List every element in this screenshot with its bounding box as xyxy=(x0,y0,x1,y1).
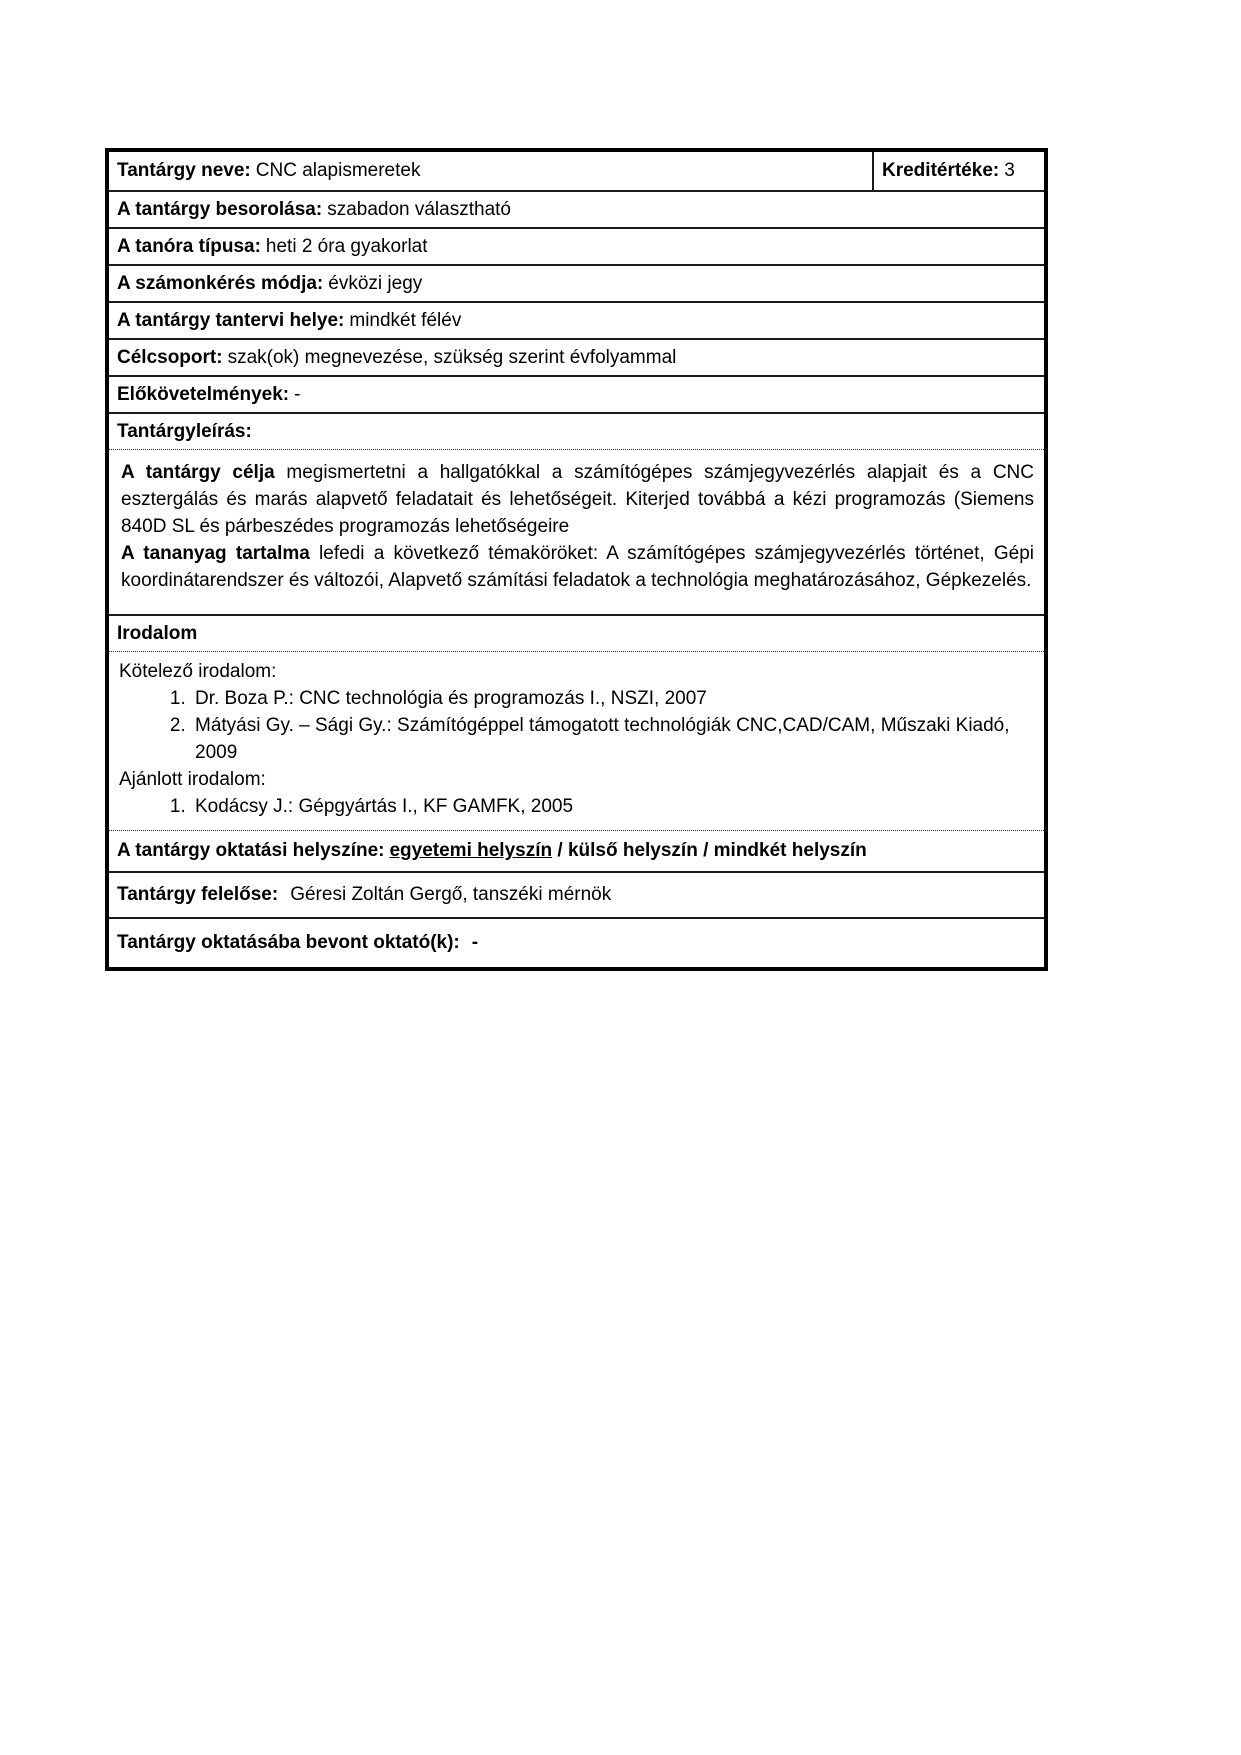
course-name-label: Tantárgy neve: xyxy=(117,160,251,181)
credit-cell xyxy=(872,152,1044,190)
course-name-cell xyxy=(109,152,872,190)
involved-instructors-value: - xyxy=(471,932,479,953)
curriculum-place-row xyxy=(109,301,1044,338)
course-description-table xyxy=(105,148,1048,971)
required-literature-label: Kötelező irodalom: xyxy=(119,661,277,682)
course-goal-label: A tantárgy célja xyxy=(121,462,275,483)
assessment-value: évközi jegy xyxy=(328,272,423,294)
course-goal-paragraph xyxy=(121,459,1034,540)
target-group-value: szak(ok) megnevezése, szükség szerint évfolyammal xyxy=(227,346,677,368)
literature-list-row xyxy=(109,651,1044,830)
lesson-type-value: heti 2 óra gyakorlat xyxy=(265,235,428,257)
target-group-label: Célcsoport: xyxy=(117,346,223,368)
credit-label: Kreditértéke: xyxy=(882,160,1000,181)
list-item: 1. Kodácsy J.: Gépgyártás I., KF GAMFK, 2005 xyxy=(191,793,1036,820)
course-name-value: CNC alapismeretek xyxy=(255,160,421,181)
literature-section-label: Irodalom xyxy=(117,622,198,644)
prerequisites-label: Előkövetelmények: xyxy=(117,383,290,405)
literature-section-row xyxy=(109,614,1044,651)
course-responsible-label: Tantárgy felelőse: xyxy=(117,884,279,905)
course-content-label: A tananyag tartalma xyxy=(121,543,310,564)
assessment-label: A számonkérés módja: xyxy=(117,272,324,294)
involved-instructors-label: Tantárgy oktatásába bevont oktató(k): xyxy=(117,932,460,953)
description-body-row xyxy=(109,449,1044,614)
description-section-label: Tantárgyleírás: xyxy=(117,420,252,442)
course-responsible-value: Géresi Zoltán Gergő, tanszéki mérnök xyxy=(290,884,612,905)
course-goal-text: megismertetni a hallgatókkal a számítógépes számjegyvezérlés alapjait és a CNC esztergálás és marás alapvető feladatait és lehetőségeit. Kiterjed továbbá a kézi programozás (Siemens 840D SL és párbeszédes programozás lehetőségeire xyxy=(121,462,1035,537)
location-option-university: egyetemi helyszín xyxy=(389,840,553,861)
curriculum-place-label: A tantárgy tantervi helye: xyxy=(117,309,345,331)
classification-row xyxy=(109,190,1044,227)
involved-instructors-row xyxy=(109,917,1044,967)
teaching-location-value xyxy=(389,839,866,863)
prerequisites-row xyxy=(109,375,1044,412)
list-item: 1. Dr. Boza P.: CNC technológia és programozás I., NSZI, 2007 xyxy=(191,685,1036,712)
credit-value: 3 xyxy=(1004,160,1015,181)
assessment-row xyxy=(109,264,1044,301)
course-responsible-row xyxy=(109,871,1044,917)
course-content-paragraph xyxy=(121,540,1034,594)
classification-value: szabadon választható xyxy=(327,198,511,220)
recommended-literature-label: Ajánlott irodalom: xyxy=(119,769,266,790)
course-name-row xyxy=(109,152,1044,190)
teaching-location-label: A tantárgy oktatási helyszíne: xyxy=(117,840,385,861)
required-literature-list xyxy=(119,685,1036,766)
course-content-text: lefedi a következő témaköröket: A számítógépes számjegyvezérlés történet, Gépi koordinátarendszer és változói, Alapvető számítási feladatok a technológia meghatározásához, Gépkezelés. xyxy=(121,543,1034,591)
teaching-location-row xyxy=(109,830,1044,871)
target-group-row xyxy=(109,338,1044,375)
lesson-type-row xyxy=(109,227,1044,264)
lesson-type-label: A tanóra típusa: xyxy=(117,235,261,257)
description-section-row xyxy=(109,412,1044,449)
list-item: 2. Mátyási Gy. – Sági Gy.: Számítógéppel támogatott technológiák CNC,CAD/CAM, Műszaki Kiadó, 2009 xyxy=(191,712,1036,766)
prerequisites-value: - xyxy=(294,383,301,405)
classification-label: A tantárgy besorolása: xyxy=(117,198,323,220)
location-options-rest: / külső helyszín / mindkét helyszín xyxy=(552,840,867,861)
curriculum-place-value: mindkét félév xyxy=(349,309,462,331)
recommended-literature-list xyxy=(119,793,1036,820)
